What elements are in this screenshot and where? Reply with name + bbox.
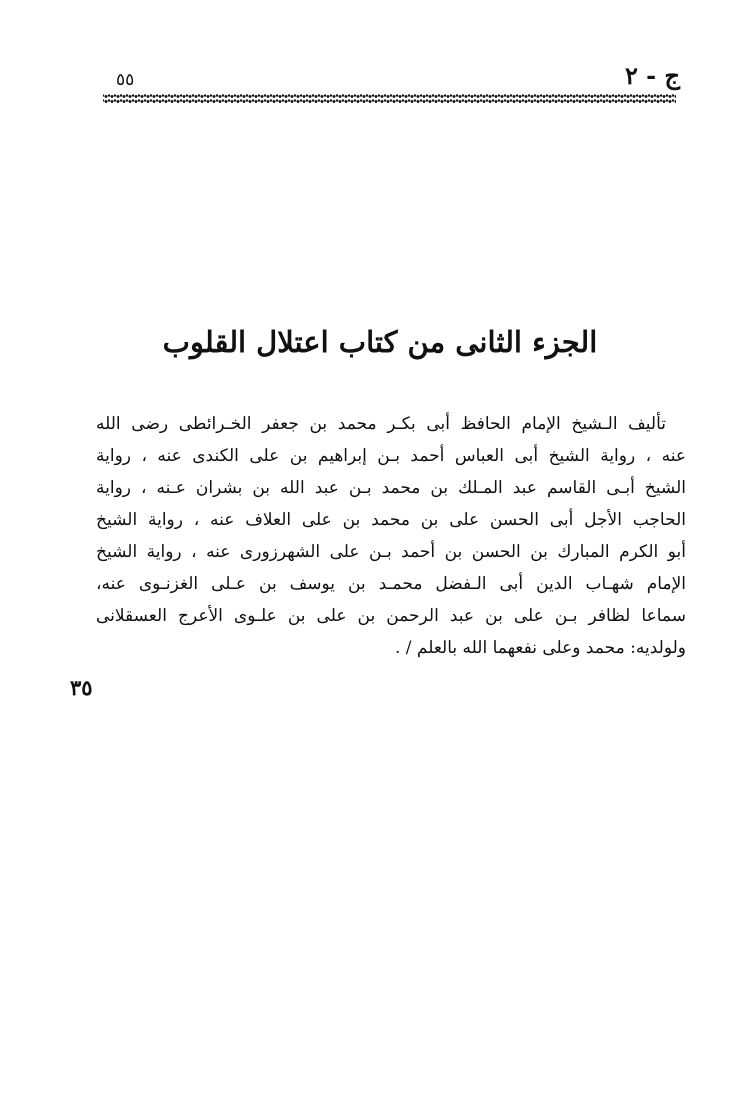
body-line: الحاجب الأجل أبى الحسن على بن محمد بن على العلاف عنه ، رواية الشيخ: [96, 510, 686, 530]
body-line: سماعا لظافر بـن على بن عبد الرحمن بن على بن علـوى الأعرج العسقلانى: [96, 606, 686, 626]
manuscript-folio-number: ٣٥: [70, 675, 93, 700]
body-line: الإمام شهـاب الدين أبى الـفضل محمـد بن يوسف بن عـلى الغزنـوى عنه،: [96, 574, 686, 594]
ornamental-rule: [103, 94, 676, 103]
body-line: الشيخ أبـى القاسم عبد المـلك بن محمد بـن عبد الله بن بشران عـنه ، رواية: [96, 478, 686, 498]
body-line: أبو الكرم المبارك بن الحسن بن أحمد بـن على الشهرزورى عنه ، رواية الشيخ: [96, 542, 686, 562]
body-line: عنه ، رواية الشيخ أبى العباس أحمد بـن إبراهيم بن على الكندى عنه ، رواية: [96, 446, 686, 466]
part-marker: ج - ٢: [624, 61, 680, 90]
body-paragraph: [96, 408, 686, 664]
body-line: تأليف الـشيخ الإمام الحافظ أبى بكـر محمد بن جعفر الخـرائطى رضى الله: [96, 414, 666, 434]
page-number: ٥٥: [116, 70, 135, 90]
body-line: ولولديه: محمد وعلى نفعهما الله بالعلم / .: [394, 638, 686, 658]
page-title: الجزء الثانى من كتاب اعتلال القلوب: [162, 325, 598, 359]
